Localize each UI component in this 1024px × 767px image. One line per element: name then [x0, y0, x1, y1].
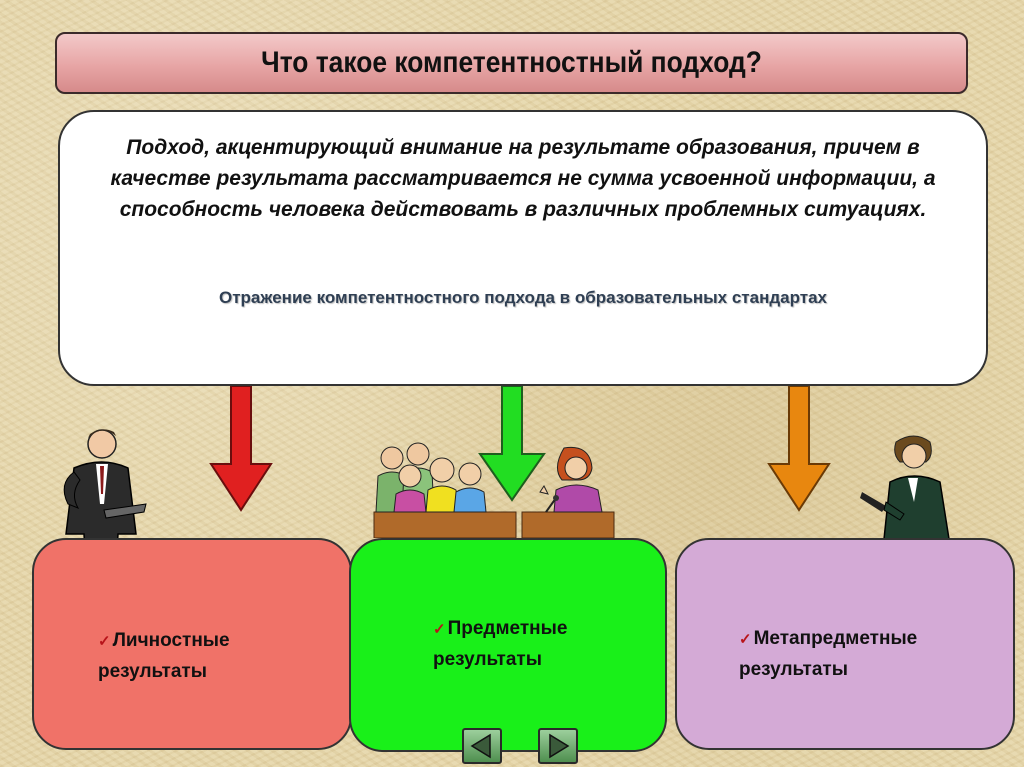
triangle-right-icon: [540, 730, 576, 762]
checkmark-icon: ✓: [433, 621, 446, 638]
card-label-line1: Метапредметные: [753, 628, 918, 649]
checkmark-icon: ✓: [98, 633, 111, 650]
slide-title: Что такое компетентностный подход?: [261, 46, 762, 79]
card-label-line2: результаты: [739, 659, 848, 680]
card-label-line1: Личностные: [112, 630, 230, 651]
card-label-line1: Предметные: [447, 618, 568, 639]
next-slide-button[interactable]: [538, 728, 578, 764]
red-down-arrow-icon: [208, 386, 274, 514]
audience-group-figure-icon: [370, 440, 520, 538]
checkmark-icon: ✓: [739, 631, 752, 648]
card-label-line2: результаты: [98, 661, 207, 682]
metasubject-results-card[interactable]: [675, 538, 1015, 750]
standards-subheading: Отражение компетентностного подхода в образовательных стандартах: [219, 288, 827, 307]
slide-title-bar: [55, 32, 968, 94]
orange-down-arrow-icon: [766, 386, 832, 514]
personal-results-card[interactable]: [32, 538, 352, 750]
subject-results-card[interactable]: [349, 538, 667, 752]
definition-text: Подход, акцентирующий внимание на результате образования, причем в качестве результата рассматривается не сумма усвоенной информации, а способность человека действовать в различных проблемных ситуациях.: [110, 136, 936, 221]
triangle-left-icon: [464, 730, 500, 762]
previous-slide-button[interactable]: [462, 728, 502, 764]
definition-box: [58, 110, 988, 386]
card-label-line2: результаты: [433, 649, 542, 670]
speaker-woman-figure-icon: [518, 446, 618, 538]
